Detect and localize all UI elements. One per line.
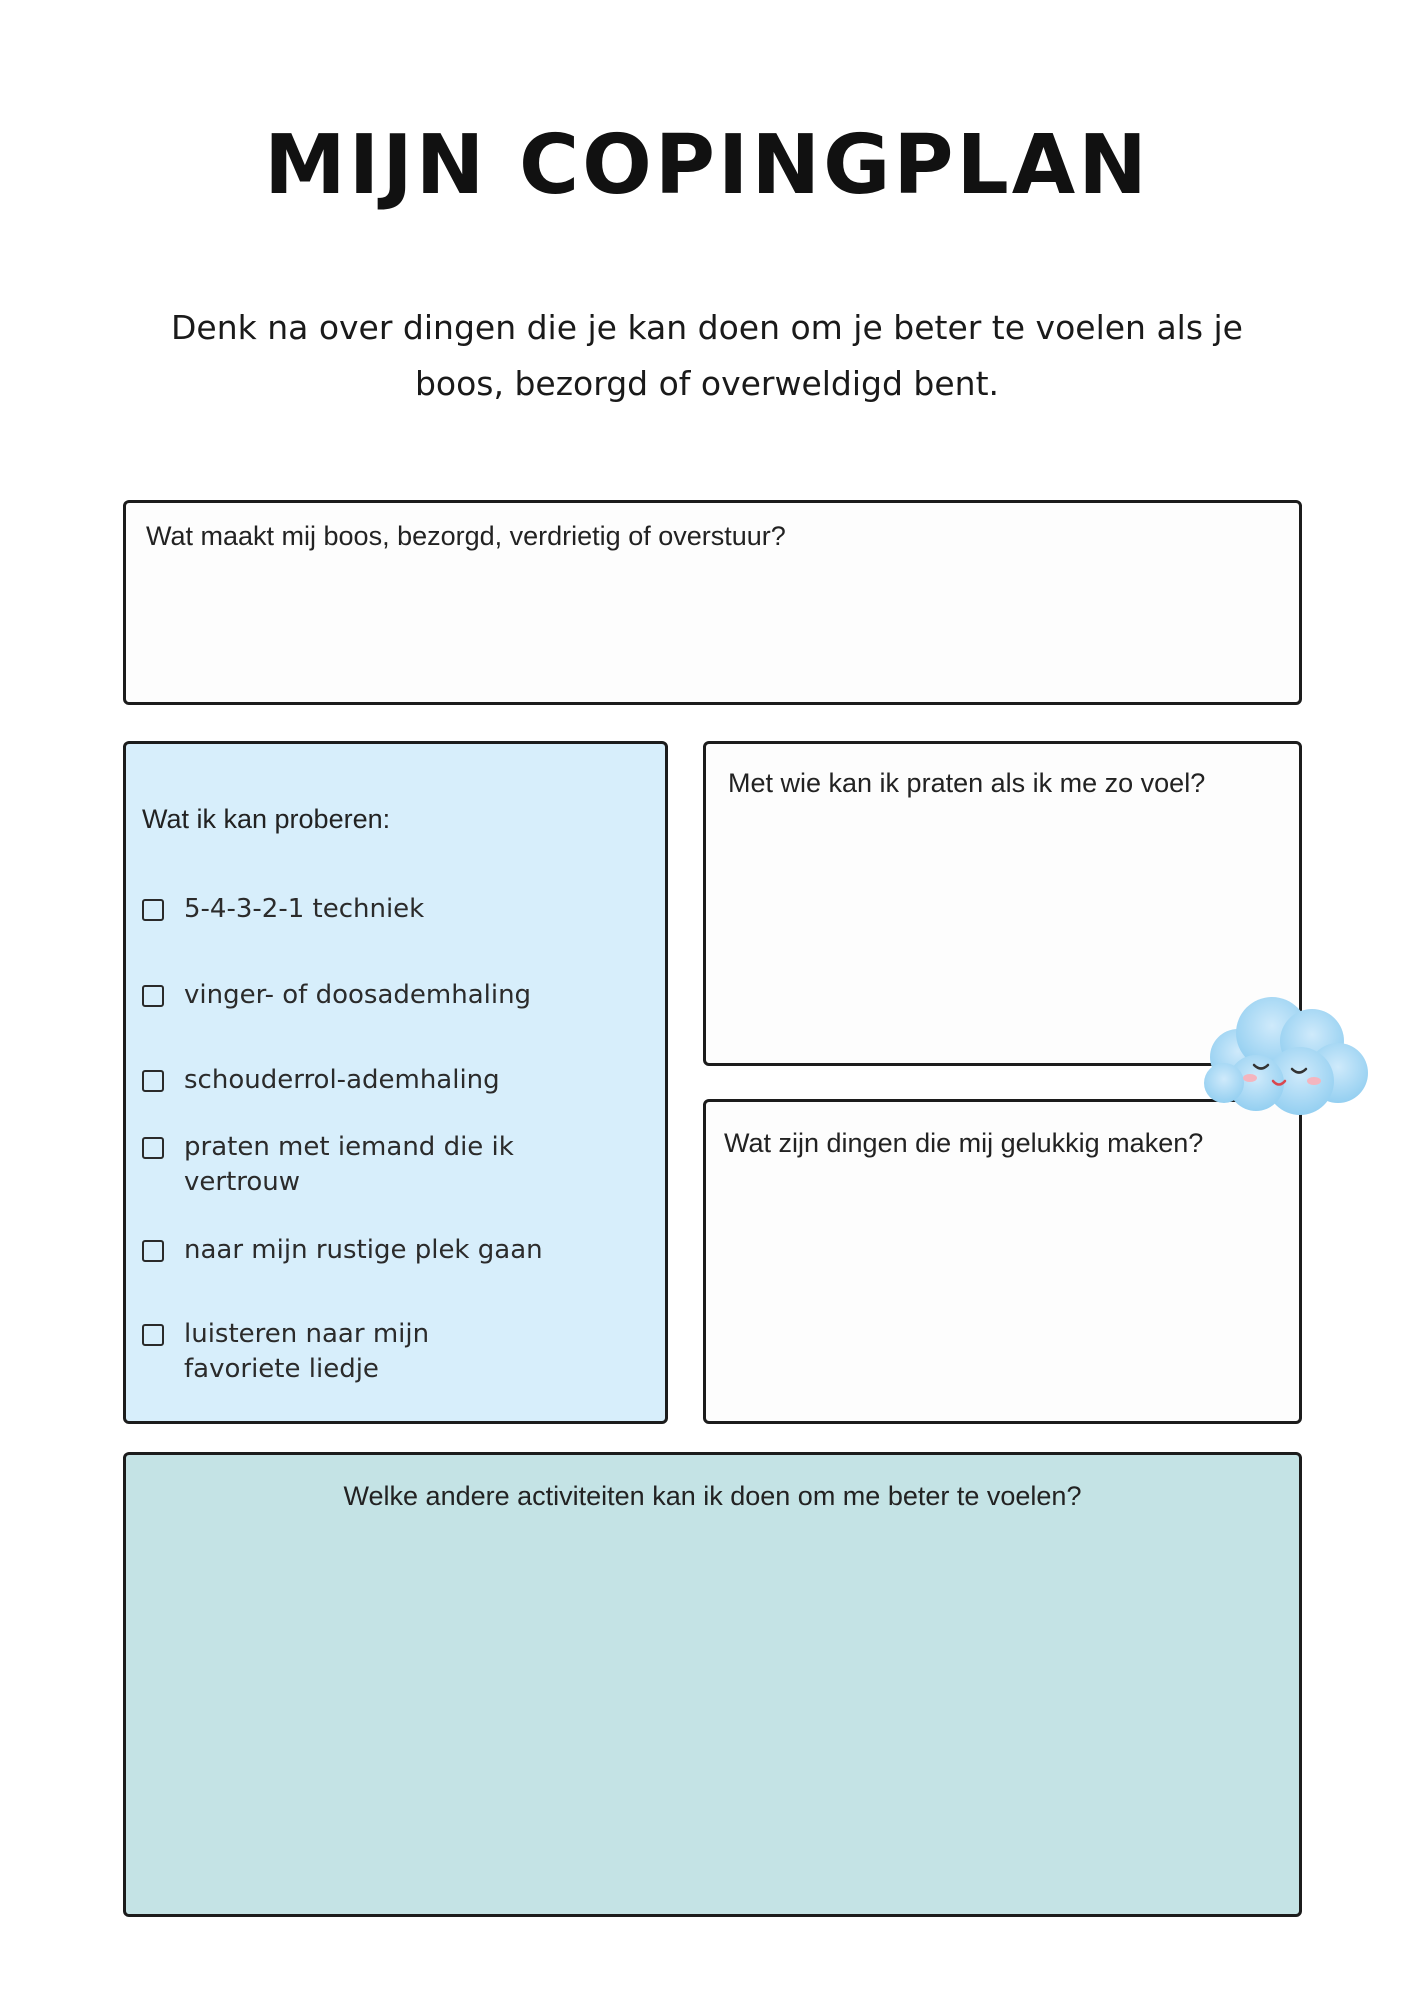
smiling-cloud-icon [1190, 985, 1375, 1120]
intro-text: Denk na over dingen die je kan doen om je beter te voelen als je boos, bezorgd of overweldigd bent. [170, 308, 1243, 403]
checklist-item-label: schouderrol-ademhaling [184, 1065, 500, 1095]
checkbox-icon[interactable] [142, 1240, 164, 1262]
things-to-try-box [123, 741, 668, 1424]
checklist-item [142, 1317, 562, 1387]
who-to-talk-label: Met wie kan ik praten als ik me zo voel? [728, 768, 1206, 798]
checkbox-icon[interactable] [142, 1324, 164, 1346]
checkbox-icon[interactable] [142, 899, 164, 921]
page-title: MIJN COPINGPLAN [264, 118, 1150, 213]
checklist-item-label: vinger- of doosademhaling [184, 980, 532, 1010]
checklist-item [142, 1130, 562, 1200]
other-activities-label: Welke andere activiteiten kan ik doen om me beter te voelen? [343, 1481, 1082, 1511]
checklist-item-label: praten met iemand die ik vertrouw [184, 1132, 514, 1197]
checklist-item [142, 1063, 562, 1098]
triggers-label: Wat maakt mij boos, bezorgd, verdrietig of overstuur? [146, 521, 786, 551]
checklist-item [142, 892, 562, 927]
things-to-try-label: Wat ik kan proberen: [142, 804, 391, 834]
checklist-item-label: naar mijn rustige plek gaan [184, 1235, 543, 1265]
checkbox-icon[interactable] [142, 1070, 164, 1092]
checkbox-icon[interactable] [142, 985, 164, 1007]
checklist-item [142, 1233, 562, 1268]
happy-things-box[interactable] [703, 1099, 1302, 1424]
checklist-item [142, 978, 562, 1013]
other-activities-box[interactable] [123, 1452, 1302, 1917]
checkbox-icon[interactable] [142, 1137, 164, 1159]
triggers-box[interactable] [123, 500, 1302, 705]
checklist-item-label: luisteren naar mijn favoriete liedje [184, 1319, 430, 1384]
happy-things-label: Wat zijn dingen die mij gelukkig maken? [724, 1128, 1204, 1158]
checklist-item-label: 5-4-3-2-1 techniek [184, 894, 425, 924]
